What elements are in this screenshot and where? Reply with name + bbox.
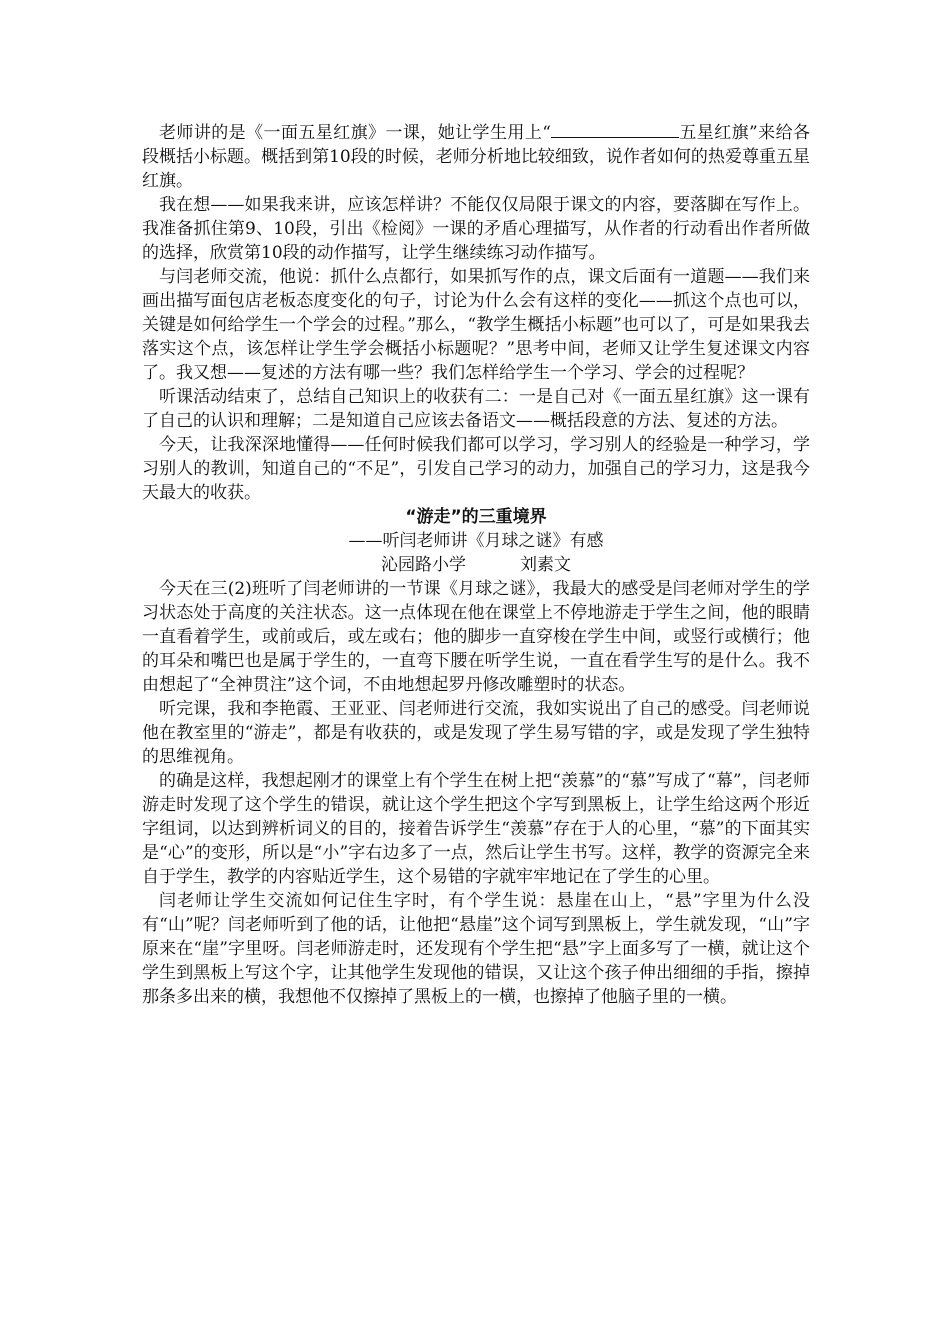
- fill-in-blank-line: [551, 121, 679, 138]
- paragraph-6: 今天在三(2)班听了闫老师讲的一节课《月球之谜》，我最大的感受是闫老师对学生的学习状态处于高度的关注状态。这一点体现在他在课堂上不停地游走于学生之间，他的眼睛一直看着学生，或前或后，或左或右；他的脚步一直穿梭在学生中间，或竖行或横行；他的耳朵和嘴巴也是属于学生的，一直弯下腰在听学生说，一直在看学生写的是什么。我不由想起了“全神贯注”这个词，不由地想起罗丹修改雕塑时的状态。: [142, 579, 810, 695]
- paragraph-2: 我在想——如果我来讲，应该怎样讲？不能仅仅局限于课文的内容，要落脚在写作上。我准备抓住第9、10段，引出《检阅》一课的矛盾心理描写，从作者的行动看出作者所做的选择，欣赏第10段的动作描写，让学生继续练习动作描写。: [142, 195, 810, 263]
- paragraph-1-part-a: 老师讲的是《一面五星红旗》一课，她让学生用上“: [159, 123, 551, 143]
- paragraph-9: 闫老师让学生交流如何记住生字时，有个学生说：悬崖在山上，“悬”字里为什么没有“山”呢？闫老师听到了他的话，让他把“悬崖”这个词写到黑板上，学生就发现，“山”字原来在“崖”字里呀。闫老师游走时，还发现有个学生把“悬”字上面多写了一横，就让这个学生到黑板上写这个字，让其他学生发现他的错误，又让这个孩子伸出细细的手指，擦掉那条多出来的横，我想他不仅擦掉了黑板上的一横，也擦掉了他脑子里的一横。: [142, 891, 810, 1007]
- article-subtitle: ——听闫老师讲《月球之谜》有感: [348, 531, 604, 551]
- document-page: [142, 121, 810, 1009]
- paragraph-1: [142, 121, 810, 193]
- paragraph-8: 的确是这样，我想起刚才的课堂上有个学生在树上把“羡慕”的“慕”写成了“幕”，闫老师游走时发现了这个学生的错误，就让这个学生把这个字写到黑板上，让学生给这两个形近字组词，以达到辨析词义的目的，接着告诉学生“羡慕”存在于人的心里，“慕”的下面其实是“心”的变形，所以是“小”字右边多了一点，然后让学生书写。这样，教学的资源完全来自于学生，教学的内容贴近学生，这个易错的字就牢牢地记在了学生的心里。: [142, 771, 810, 887]
- paragraph-5: 今天，让我深深地懂得——任何时候我们都可以学习，学习别人的经验是一种学习，学习别人的教训，知道自己的“不足”，引发自己学习的动力，加强自己的学习力，这是我今天最大的收获。: [142, 435, 810, 503]
- paragraph-7: 听完课，我和李艳霞、王亚亚、闫老师进行交流，我如实说出了自己的感受。闫老师说他在教室里的“游走”，都是有收获的，或是发现了学生易写错的字，或是发现了学生独特的思维视角。: [142, 699, 810, 767]
- article-title: “游走”的三重境界: [405, 507, 547, 527]
- paragraph-4: 听课活动结束了，总结自己知识上的收获有二：一是自己对《一面五星红旗》这一课有了自己的认识和理解；二是知道自己应该去备语文——概括段意的方法、复述的方法。: [142, 387, 810, 431]
- paragraph-3: 与闫老师交流，他说：抓什么点都行，如果抓写作的点，课文后面有一道题——我们来画出描写面包店老板态度变化的句子，讨论为什么会有这样的变化——抓这个点也可以，关键是如何给学生一个学会的过程。”那么，“教学生概括小标题”也可以了，可是如果我去落实这个点，该怎样让学生学会概括小标题呢？”思考中间，老师又让学生复述课文内容了。我又想——复述的方法有哪一些？我们怎样给学生一个学习、学会的过程呢？: [142, 267, 810, 383]
- paragraph-1-part-b: 五星红旗”来给各段概括小标题。概括到第10段的时候，老师分析地比较细致，说作者如何的热爱尊重五星红旗。: [142, 123, 810, 191]
- article-author: 沁园路小学 刘素文: [380, 555, 572, 575]
